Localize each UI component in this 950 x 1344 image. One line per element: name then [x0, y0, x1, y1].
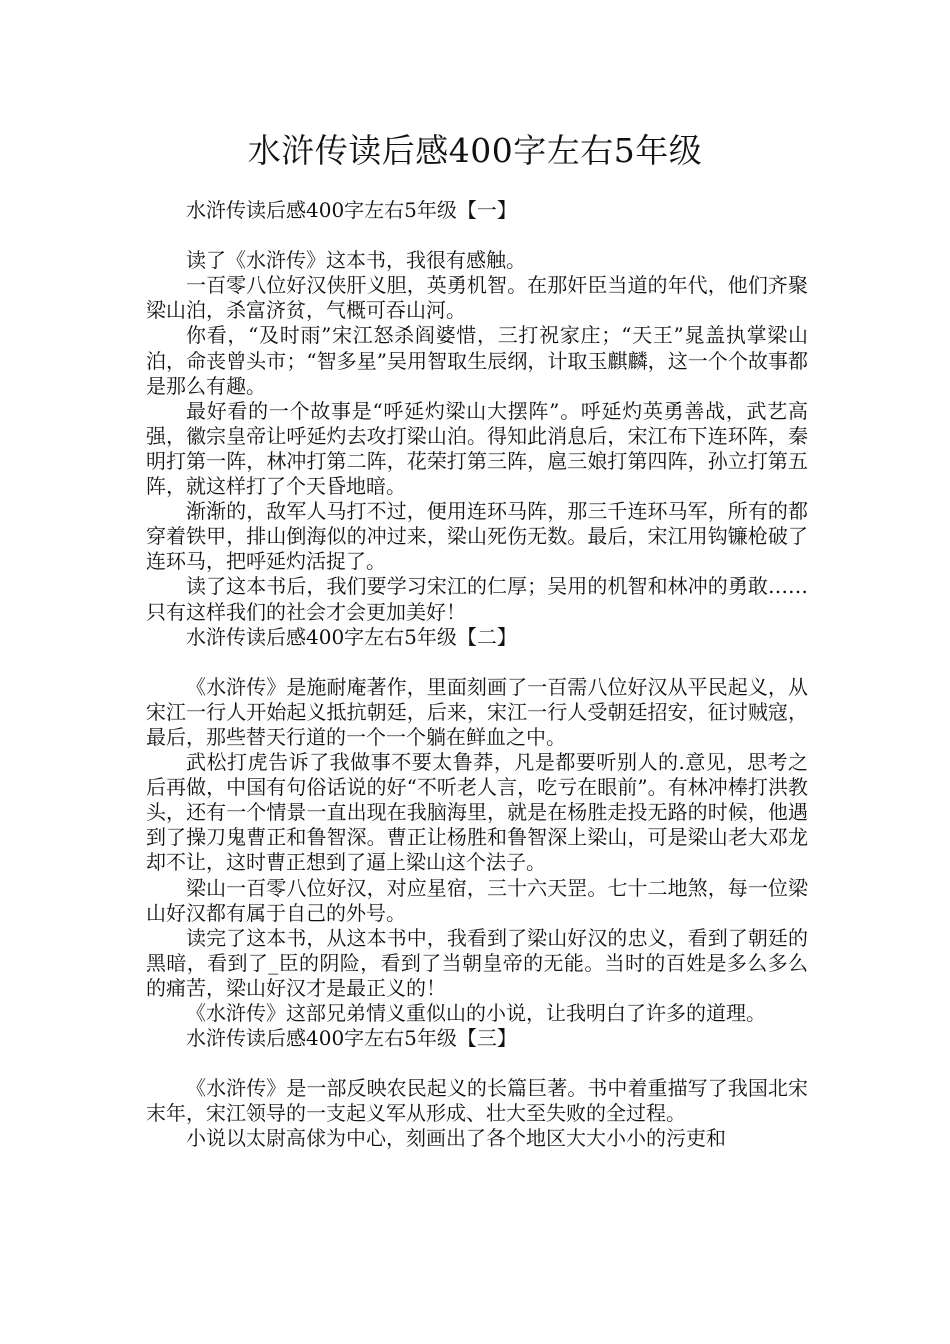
section-heading: 水浒传读后感400字左右5年级【三】: [186, 1026, 517, 1051]
body-paragraph: 《水浒传》是一部反映农民起义的长篇巨著。书中着重描写了我国北宋末年，宋江领导的一支起义军从形成、壮大至失败的全过程。: [146, 1076, 808, 1126]
body-paragraph: 一百零八位好汉侠肝义胆，英勇机智。在那奸臣当道的年代，他们齐聚梁山泊，杀富济贫，气概可吞山河。: [146, 273, 808, 323]
section-heading: 水浒传读后感400字左右5年级【一】: [186, 198, 517, 222]
body-paragraph: 渐渐的，敌军人马打不过，便用连环马阵，那三千连环马军，所有的都穿着铁甲，排山倒海似的冲过来，梁山死伤无数。最后，宋江用钩镰枪破了连环马，把呼延灼活捉了。: [146, 499, 808, 574]
body-paragraph: 《水浒传》这部兄弟情义重似山的小说，让我明白了许多的道理。: [186, 1001, 766, 1025]
document-body: [146, 198, 808, 1152]
section-heading: 水浒传读后感400字左右5年级【二】: [186, 624, 517, 649]
body-paragraph: 梁山一百零八位好汉，对应星宿，三十六天罡。七十二地煞，每一位梁山好汉都有属于自己的外号。: [146, 875, 808, 925]
document-title: 水浒传读后感400字左右5年级: [247, 131, 703, 170]
body-paragraph: 读了《水浒传》这本书，我很有感触。: [186, 248, 526, 273]
body-paragraph: 小说以太尉高俅为中心，刻画出了各个地区大大小小的污吏和: [186, 1126, 726, 1151]
body-paragraph: 读完了这本书，从这本书中，我看到了梁山好汉的忠义，看到了朝廷的黑暗，看到了_臣的阴险，看到了当朝皇帝的无能。当时的百姓是多么多么的痛苦，梁山好汉才是最正义的！: [146, 925, 808, 1000]
body-paragraph: 读了这本书后，我们要学习宋江的仁厚；吴用的机智和林冲的勇敢……只有这样我们的社会才会更加美好！: [146, 574, 808, 624]
body-paragraph: 最好看的一个故事是“呼延灼梁山大摆阵”。呼延灼英勇善战，武艺高强，徽宗皇帝让呼延灼去攻打梁山泊。得知此消息后，宋江布下连环阵，秦明打第一阵，林冲打第二阵，花荣打第三阵，扈三娘打第四阵，孙立打第五阵，就这样打了个天昏地暗。: [146, 398, 808, 499]
body-paragraph: 武松打虎告诉了我做事不要太鲁莽，凡是都要听别人的.意见，思考之后再做，中国有句俗话说的好“不听老人言，吃亏在眼前”。有林冲棒打洪教头，还有一个情景一直出现在我脑海里，就是在杨胜走投无路的时候，他遇到了操刀鬼曹正和鲁智深。曹正让杨胜和鲁智深上梁山，可是梁山老大邓龙却不让，这时曹正想到了逼上梁山这个法子。: [146, 750, 808, 875]
body-paragraph: 你看，“及时雨”宋江怒杀阎婆惜，三打祝家庄；“天王”晁盖执掌梁山泊，命丧曾头市；“智多星”吴用智取生辰纲，计取玉麒麟，这一个个故事都是那么有趣。: [146, 323, 808, 398]
body-paragraph: 《水浒传》是施耐庵著作，里面刻画了一百需八位好汉从平民起义，从宋江一行人开始起义抵抗朝廷，后来，宋江一行人受朝廷招安，征讨贼寇，最后，那些替天行道的一个一个躺在鲜血之中。: [146, 674, 808, 749]
